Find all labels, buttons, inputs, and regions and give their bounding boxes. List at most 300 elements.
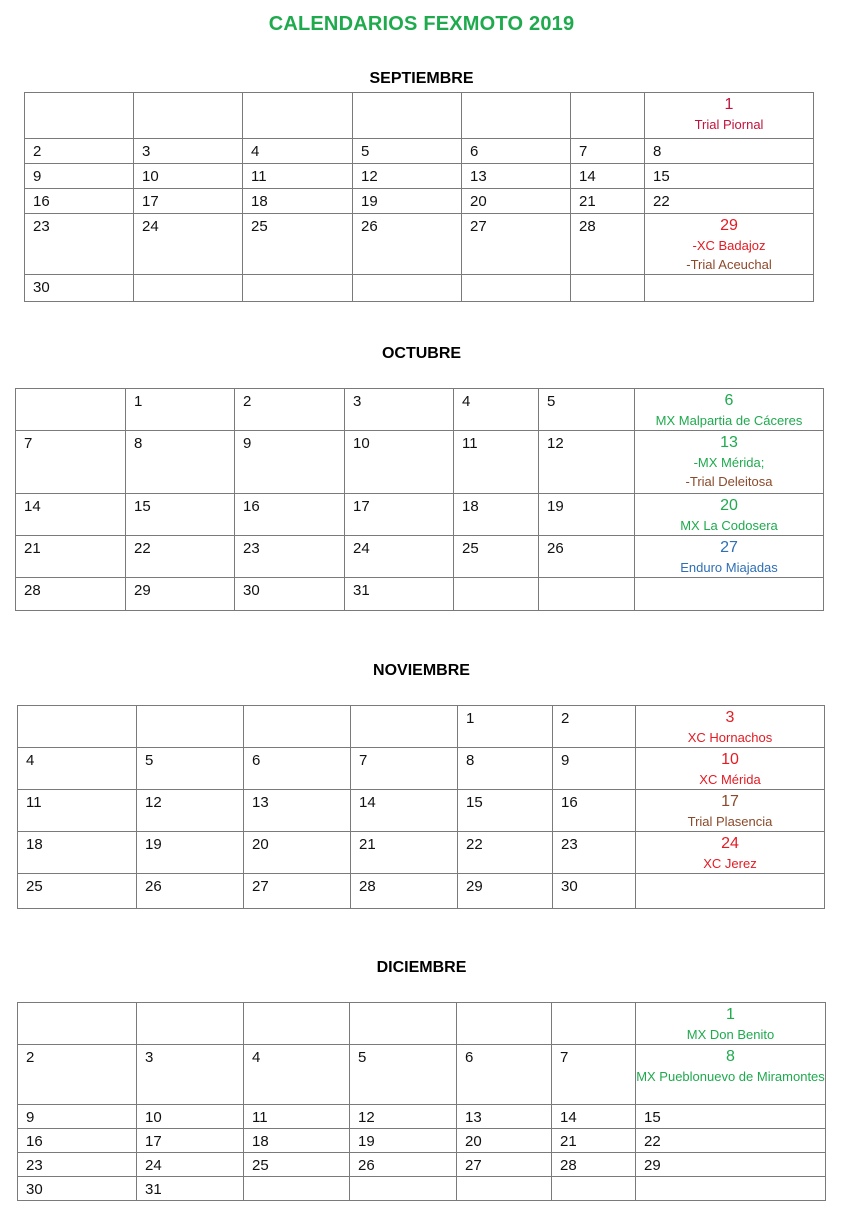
week-row: [25, 214, 814, 275]
day-number: 8: [653, 143, 662, 160]
event-label: MX Don Benito: [686, 1027, 775, 1042]
day-number: 26: [145, 878, 162, 895]
empty-day-cell: [454, 578, 539, 611]
day-number: 14: [359, 794, 376, 811]
day-number: 7: [24, 435, 33, 452]
day-number: 13: [470, 168, 487, 185]
day-cell-20: [635, 494, 824, 536]
day-cell-20: [457, 1129, 552, 1153]
day-cell-3: [137, 1045, 244, 1105]
day-cell-25: [243, 214, 353, 275]
day-number: 9: [243, 435, 252, 452]
empty-day-cell: [457, 1003, 552, 1045]
empty-day-cell: [353, 275, 462, 302]
day-number: 20: [720, 497, 738, 514]
day-number: 19: [547, 498, 564, 515]
day-cell-14: [552, 1105, 636, 1129]
day-number: 23: [243, 540, 260, 557]
day-cell-13: [462, 164, 571, 189]
day-cell-27: [462, 214, 571, 275]
day-cell-9: [235, 431, 345, 494]
day-cell-31: [345, 578, 454, 611]
day-number: 29: [644, 1157, 661, 1174]
day-cell-10: [137, 1105, 244, 1129]
day-number: 14: [24, 498, 41, 515]
day-number: 10: [721, 751, 739, 768]
day-number: 15: [653, 168, 670, 185]
empty-day-cell: [137, 1003, 244, 1045]
empty-day-cell: [25, 93, 134, 139]
day-number: 9: [561, 752, 570, 769]
day-number: 25: [251, 218, 268, 235]
day-cell-26: [137, 874, 244, 909]
day-number: 24: [353, 540, 370, 557]
calendar-diciembre: [17, 1002, 826, 1201]
day-number: 7: [579, 143, 588, 160]
day-number: 12: [547, 435, 564, 452]
day-number: 22: [466, 836, 483, 853]
day-number: 17: [353, 498, 370, 515]
day-cell-14: [351, 790, 458, 832]
day-number: 5: [145, 752, 154, 769]
day-cell-13: [635, 431, 824, 494]
empty-day-cell: [350, 1003, 457, 1045]
empty-day-cell: [636, 874, 825, 909]
day-cell-18: [243, 189, 353, 214]
day-number: 1: [726, 1006, 735, 1023]
day-number: 1: [724, 96, 734, 113]
day-number: 30: [33, 279, 50, 296]
day-cell-24: [345, 536, 454, 578]
day-cell-6: [244, 748, 351, 790]
event-label: XC Mérida: [699, 772, 761, 787]
day-cell-19: [350, 1129, 457, 1153]
day-cell-23: [25, 214, 134, 275]
empty-day-cell: [243, 93, 353, 139]
day-number: 10: [142, 168, 159, 185]
day-number: 5: [358, 1049, 367, 1066]
empty-day-cell: [351, 706, 458, 748]
empty-day-cell: [571, 275, 645, 302]
day-number: 3: [353, 393, 362, 410]
day-number: 17: [145, 1133, 162, 1150]
day-cell-1: [636, 1003, 826, 1045]
day-cell-17: [345, 494, 454, 536]
day-number: 18: [252, 1133, 269, 1150]
day-number: 26: [358, 1157, 375, 1174]
day-number: 14: [579, 168, 596, 185]
day-number: 3: [145, 1049, 154, 1066]
day-cell-24: [137, 1153, 244, 1177]
month-title-noviembre: NOVIEMBRE: [373, 662, 470, 679]
day-cell-15: [458, 790, 553, 832]
day-number: 30: [243, 582, 260, 599]
day-cell-5: [539, 389, 635, 431]
day-cell-30: [25, 275, 134, 302]
day-cell-11: [454, 431, 539, 494]
day-cell-3: [134, 139, 243, 164]
day-cell-8: [458, 748, 553, 790]
day-number: 28: [579, 218, 596, 235]
day-cell-10: [636, 748, 825, 790]
week-row: [18, 790, 825, 832]
day-cell-5: [350, 1045, 457, 1105]
empty-day-cell: [244, 706, 351, 748]
empty-day-cell: [552, 1177, 636, 1201]
day-number: 27: [720, 539, 738, 556]
day-number: 17: [142, 193, 159, 210]
empty-day-cell: [244, 1003, 350, 1045]
day-number: 16: [33, 193, 50, 210]
day-number: 21: [579, 193, 596, 210]
day-number: 4: [251, 143, 260, 160]
day-number: 20: [252, 836, 269, 853]
day-number: 4: [462, 393, 471, 410]
day-cell-23: [553, 832, 636, 874]
day-number: 1: [134, 393, 143, 410]
day-number: 6: [252, 752, 261, 769]
week-row: [16, 578, 824, 611]
day-number: 11: [252, 1109, 268, 1126]
day-cell-27: [457, 1153, 552, 1177]
day-number: 24: [142, 218, 159, 235]
day-cell-20: [244, 832, 351, 874]
day-cell-2: [25, 139, 134, 164]
day-cell-9: [18, 1105, 137, 1129]
day-cell-25: [18, 874, 137, 909]
day-cell-24: [636, 832, 825, 874]
week-row: [18, 1177, 826, 1201]
day-number: 11: [26, 794, 42, 811]
day-number: 10: [353, 435, 370, 452]
event-label: -MX Mérida;: [693, 455, 765, 470]
day-cell-28: [16, 578, 126, 611]
month-title-octubre: OCTUBRE: [381, 345, 462, 362]
day-cell-18: [454, 494, 539, 536]
day-number: 8: [466, 752, 475, 769]
empty-day-cell: [636, 1177, 826, 1201]
day-cell-29: [458, 874, 553, 909]
day-number: 31: [145, 1181, 162, 1198]
day-cell-7: [16, 431, 126, 494]
day-cell-14: [571, 164, 645, 189]
day-number: 26: [361, 218, 378, 235]
day-cell-23: [235, 536, 345, 578]
day-number: 24: [721, 835, 739, 852]
day-cell-5: [353, 139, 462, 164]
day-number: 18: [462, 498, 479, 515]
day-cell-27: [244, 874, 351, 909]
day-cell-21: [351, 832, 458, 874]
month-title-diciembre: DICIEMBRE: [376, 959, 467, 976]
empty-day-cell: [244, 1177, 350, 1201]
day-number: 9: [33, 168, 42, 185]
day-cell-22: [645, 189, 814, 214]
week-row: [18, 1003, 826, 1045]
day-cell-15: [126, 494, 235, 536]
day-number: 24: [145, 1157, 162, 1174]
day-number: 27: [465, 1157, 482, 1174]
day-cell-26: [353, 214, 462, 275]
day-cell-19: [539, 494, 635, 536]
day-cell-7: [571, 139, 645, 164]
day-cell-12: [539, 431, 635, 494]
day-cell-2: [553, 706, 636, 748]
event-label: XC Jerez: [703, 856, 757, 871]
day-cell-23: [18, 1153, 137, 1177]
event-label: XC Hornachos: [687, 730, 773, 745]
day-cell-24: [134, 214, 243, 275]
day-number: 15: [466, 794, 483, 811]
event-label: Enduro Miajadas: [680, 560, 778, 575]
day-cell-18: [244, 1129, 350, 1153]
day-cell-30: [18, 1177, 137, 1201]
day-cell-13: [244, 790, 351, 832]
day-number: 22: [653, 193, 670, 210]
day-cell-17: [134, 189, 243, 214]
day-number: 15: [134, 498, 151, 515]
day-cell-2: [235, 389, 345, 431]
empty-day-cell: [137, 706, 244, 748]
day-cell-8: [645, 139, 814, 164]
week-row: [18, 1105, 826, 1129]
day-cell-31: [137, 1177, 244, 1201]
day-cell-16: [553, 790, 636, 832]
empty-day-cell: [645, 275, 814, 302]
day-cell-7: [552, 1045, 636, 1105]
day-cell-19: [353, 189, 462, 214]
week-row: [18, 832, 825, 874]
day-cell-9: [25, 164, 134, 189]
day-cell-26: [539, 536, 635, 578]
day-cell-4: [243, 139, 353, 164]
day-cell-5: [137, 748, 244, 790]
week-row: [18, 706, 825, 748]
day-cell-26: [350, 1153, 457, 1177]
day-cell-1: [645, 93, 814, 139]
week-row: [18, 1045, 826, 1105]
day-number: 21: [359, 836, 376, 853]
day-number: 19: [361, 193, 378, 210]
day-cell-21: [552, 1129, 636, 1153]
week-row: [16, 389, 824, 431]
week-row: [25, 275, 814, 302]
day-number: 23: [561, 836, 578, 853]
day-cell-1: [458, 706, 553, 748]
day-number: 5: [361, 143, 370, 160]
day-cell-4: [454, 389, 539, 431]
day-number: 29: [720, 217, 738, 234]
day-number: 3: [142, 143, 151, 160]
day-cell-7: [351, 748, 458, 790]
empty-day-cell: [635, 578, 824, 611]
day-number: 22: [134, 540, 151, 557]
day-number: 7: [359, 752, 368, 769]
day-cell-16: [18, 1129, 137, 1153]
day-number: 1: [466, 710, 475, 727]
day-number: 5: [547, 393, 556, 410]
day-number: 25: [462, 540, 479, 557]
day-number: 10: [145, 1109, 162, 1126]
day-cell-18: [18, 832, 137, 874]
day-number: 13: [720, 434, 738, 451]
day-number: 6: [470, 143, 479, 160]
event-label: MX Pueblonuevo de Miramontes: [636, 1069, 825, 1084]
day-cell-12: [137, 790, 244, 832]
day-number: 28: [359, 878, 376, 895]
day-number: 27: [252, 878, 269, 895]
empty-day-cell: [462, 275, 571, 302]
day-cell-29: [126, 578, 235, 611]
day-number: 8: [726, 1048, 735, 1065]
day-cell-20: [462, 189, 571, 214]
day-number: 28: [24, 582, 41, 599]
day-number: 30: [26, 1181, 43, 1198]
day-cell-25: [244, 1153, 350, 1177]
day-number: 19: [358, 1133, 375, 1150]
day-cell-6: [457, 1045, 552, 1105]
day-cell-22: [458, 832, 553, 874]
day-cell-8: [126, 431, 235, 494]
week-row: [18, 1129, 826, 1153]
day-number: 25: [26, 878, 43, 895]
empty-day-cell: [457, 1177, 552, 1201]
day-cell-28: [552, 1153, 636, 1177]
day-cell-10: [345, 431, 454, 494]
empty-day-cell: [462, 93, 571, 139]
day-number: 29: [134, 582, 151, 599]
day-cell-29: [636, 1153, 826, 1177]
day-number: 12: [358, 1109, 375, 1126]
day-cell-4: [244, 1045, 350, 1105]
day-cell-9: [553, 748, 636, 790]
day-number: 16: [561, 794, 578, 811]
empty-day-cell: [243, 275, 353, 302]
day-cell-17: [636, 790, 825, 832]
day-number: 27: [470, 218, 487, 235]
empty-day-cell: [353, 93, 462, 139]
page-title: CALENDARIOS FEXMOTO 2019: [268, 13, 575, 35]
event-label: Trial Plasencia: [687, 814, 773, 829]
day-cell-2: [18, 1045, 137, 1105]
day-number: 13: [252, 794, 269, 811]
day-number: 28: [560, 1157, 577, 1174]
week-row: [25, 139, 814, 164]
day-number: 13: [465, 1109, 482, 1126]
day-cell-16: [235, 494, 345, 536]
day-cell-30: [553, 874, 636, 909]
week-row: [25, 189, 814, 214]
day-number: 18: [251, 193, 268, 210]
day-number: 31: [353, 582, 370, 599]
day-cell-30: [235, 578, 345, 611]
empty-day-cell: [552, 1003, 636, 1045]
day-cell-6: [635, 389, 824, 431]
event-label: MX Malpartia de Cáceres: [655, 413, 803, 428]
event-label: -XC Badajoz: [692, 238, 766, 253]
day-cell-22: [126, 536, 235, 578]
day-number: 8: [134, 435, 143, 452]
day-number: 12: [145, 794, 162, 811]
empty-day-cell: [18, 1003, 137, 1045]
day-number: 22: [644, 1133, 661, 1150]
day-number: 4: [252, 1049, 261, 1066]
day-number: 14: [560, 1109, 577, 1126]
day-cell-11: [18, 790, 137, 832]
empty-day-cell: [539, 578, 635, 611]
week-row: [16, 431, 824, 494]
day-cell-11: [243, 164, 353, 189]
day-number: 16: [243, 498, 260, 515]
day-cell-3: [636, 706, 825, 748]
week-row: [25, 164, 814, 189]
day-number: 26: [547, 540, 564, 557]
empty-day-cell: [571, 93, 645, 139]
week-row: [18, 874, 825, 909]
day-number: 11: [251, 168, 267, 185]
day-cell-13: [457, 1105, 552, 1129]
day-number: 16: [26, 1133, 43, 1150]
day-cell-21: [571, 189, 645, 214]
day-number: 25: [252, 1157, 269, 1174]
day-cell-28: [351, 874, 458, 909]
event-label: MX La Codosera: [680, 518, 778, 533]
day-cell-15: [636, 1105, 826, 1129]
day-cell-8: [636, 1045, 826, 1105]
day-number: 21: [560, 1133, 577, 1150]
empty-day-cell: [18, 706, 137, 748]
day-cell-1: [126, 389, 235, 431]
day-cell-17: [137, 1129, 244, 1153]
day-number: 2: [33, 143, 42, 160]
day-cell-4: [18, 748, 137, 790]
day-number: 29: [466, 878, 483, 895]
day-cell-27: [635, 536, 824, 578]
day-number: 20: [470, 193, 487, 210]
empty-day-cell: [134, 93, 243, 139]
day-number: 7: [560, 1049, 569, 1066]
day-number: 2: [26, 1049, 35, 1066]
week-row: [16, 536, 824, 578]
day-number: 2: [243, 393, 252, 410]
empty-day-cell: [16, 389, 126, 431]
day-number: 2: [561, 710, 570, 727]
day-number: 6: [465, 1049, 474, 1066]
week-row: [25, 93, 814, 139]
day-cell-22: [636, 1129, 826, 1153]
day-cell-3: [345, 389, 454, 431]
day-number: 6: [724, 392, 734, 409]
event-label: -Trial Aceuchal: [686, 257, 772, 272]
day-cell-19: [137, 832, 244, 874]
day-number: 20: [465, 1133, 482, 1150]
month-title-septiembre: SEPTIEMBRE: [369, 70, 474, 87]
day-cell-25: [454, 536, 539, 578]
day-cell-12: [353, 164, 462, 189]
day-number: 9: [26, 1109, 35, 1126]
calendar-septiembre: [24, 92, 814, 302]
week-row: [18, 1153, 826, 1177]
day-cell-10: [134, 164, 243, 189]
day-number: 21: [24, 540, 41, 557]
day-cell-15: [645, 164, 814, 189]
week-row: [16, 494, 824, 536]
day-cell-28: [571, 214, 645, 275]
day-cell-14: [16, 494, 126, 536]
day-number: 18: [26, 836, 43, 853]
day-number: 12: [361, 168, 378, 185]
calendar-noviembre: [17, 705, 825, 909]
